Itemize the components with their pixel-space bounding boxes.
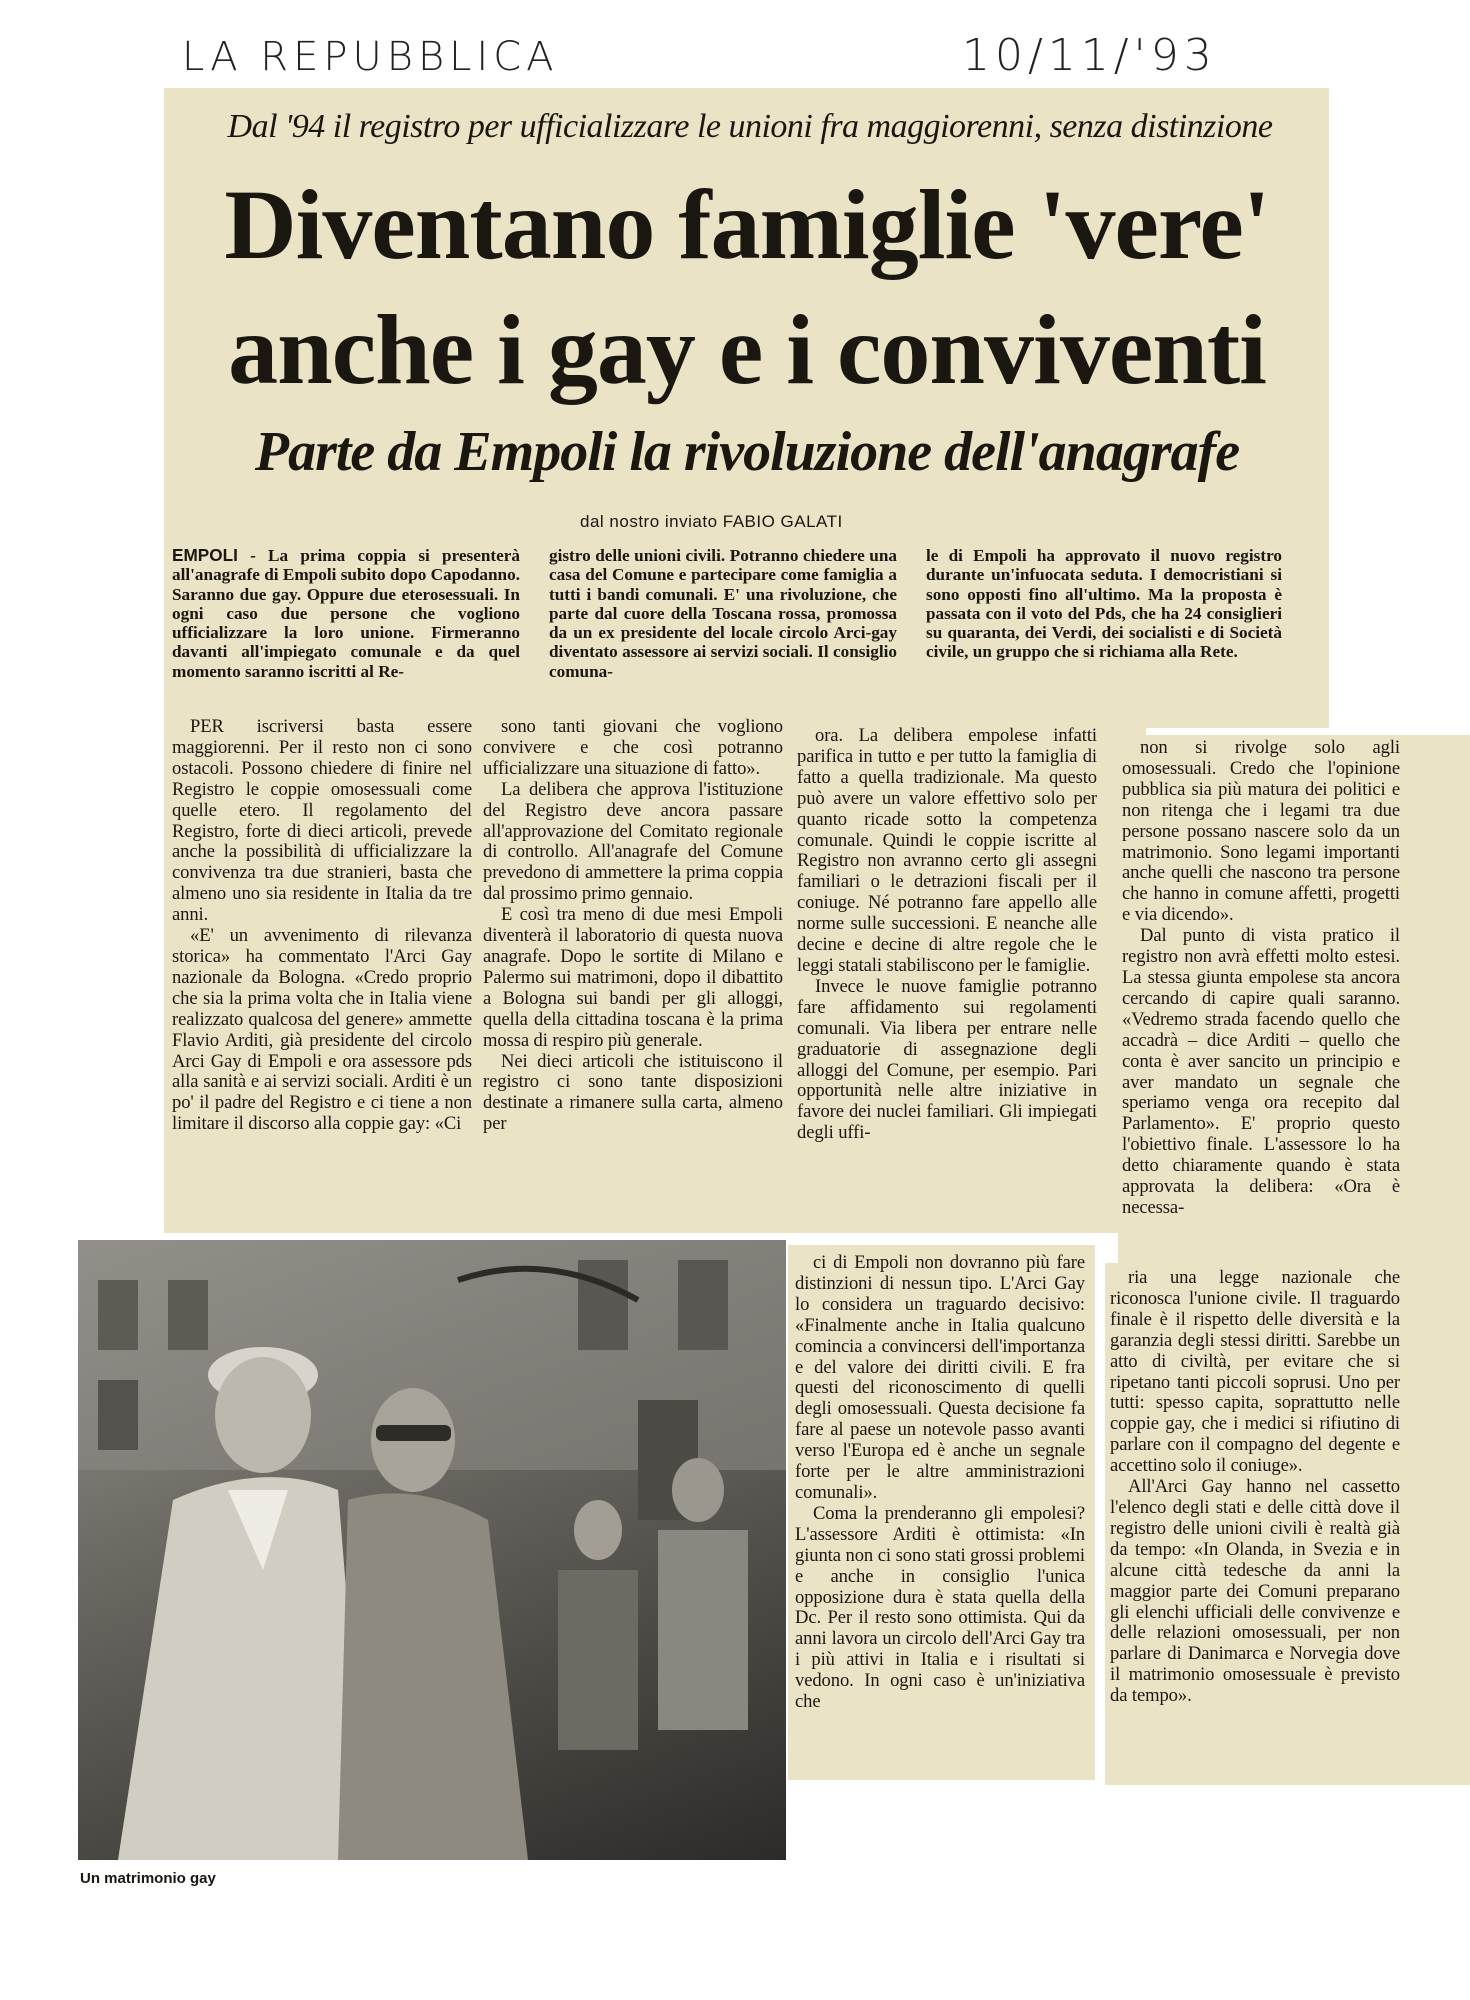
body-column-3	[797, 726, 1097, 1144]
lead-text-3: le di Empoli ha approvato il nuovo registro durante un'infuocata seduta. I democristiani si sono opposti fino all'ultimo. Ma la proposta è passata con il voto del Pds, che ha 24 consiglieri su quaranta, dei Verdi, dei socialisti e di Società civile, un gruppo che si richiama alla Rete.	[926, 546, 1282, 662]
handwritten-source-note: LA REPUBBLICA	[182, 34, 559, 80]
paragraph: Invece le nuove famiglie potranno fare affidamento sui regolamenti comunali. Via libera per entrare nelle graduatorie di assegnazione degli alloggi del Comune, per esempio. Pari opportunità nelle altre iniziative in favore dei nuclei familiari. Gli impiegati degli uffi-	[797, 975, 1097, 1144]
paragraph: «E' un avvenimento di rilevanza storica» ha commentato l'Arci Gay nazionale da Bologna. «Credo proprio che sia la prima volta che in Italia viene realizzato qualcosa del genere» ammette Flavio Arditi, già presidente del circolo Arci Gay di Empoli e ora assessore pds alla sanità e ai servizi sociali. Arditi è un po' il padre del Registro e ci tiene a non limitare il discorso alla coppie gay: «Ci	[172, 925, 472, 1135]
lead-text-1: - La prima coppia si presenterà all'anagrafe di Empoli subito dopo Capodanno. Saranno due gay. Oppure due eterosessuali. In ogni caso due persone che vogliono ufficializzare la loro unione. Firmeranno davanti all'impiegato comunale e da quel momento saranno iscritti al Re-	[172, 546, 520, 681]
paragraph: Coma la prenderanno gli empolesi? L'assessore Arditi è ottimista: «In giunta non ci sono stati grossi problemi e anche in consiglio l'unica opposizione dura è stata quella della Dc. Per il resto sono ottimista. Qui da anni lavora un circolo dell'Arci Gay tra i più attivi in Italia e i risultati si vedono. In ogni caso è un'iniziativa che	[795, 1502, 1085, 1713]
paragraph: Nei dieci articoli che istituiscono il registro ci sono tante disposizioni destinate a rimanere sulla carta, almeno per	[483, 1050, 783, 1135]
paragraph: sono tanti giovani che vogliono convivere e che così potranno ufficializzare una situazione di fatto».	[483, 716, 783, 779]
photo-caption: Un matrimonio gay	[80, 1870, 216, 1887]
body-column-4	[1122, 738, 1400, 1219]
headline-line-1: Diventano famiglie 'vere'	[224, 169, 1270, 280]
paragraph: ria una legge nazionale che riconosca l'unione civile. Il traguardo finale è il rispetto delle diversità e la garanzia degli stessi diritti. Sarebbe un atto di civiltà, per evitare che si ripetano tanti piccoli soprusi. Uno per tutti: spesso capita, soprattutto nelle coppie gay, che i medici si rifiutino di parlare con il compagno del degente e accettino solo il coniuge».	[1110, 1267, 1400, 1477]
body-column-5	[795, 1253, 1085, 1713]
paragraph: Dal punto di vista pratico il registro non avrà effetti molto estesi. La stessa giunta empolese sta ancora cercando di capire quali saranno. «Vedremo strada facendo quello che accadrà – dice Arditi – quello che conta è aver sancito un principio e aver mandato un segnale che speriamo venga ora recepito dal Parlamento». E' proprio questo l'obiettivo finale. L'assessore lo ha detto chiaramente quando è stata approvata la delibera: «Ora è necessa-	[1122, 925, 1400, 1218]
paragraph: La delibera che approva l'istituzione del Registro deve ancora passare all'approvazione del Comitato regionale di controllo. All'anagrafe del Comune prevedono di ammettere la prima coppia dal prossimo primo gennaio.	[483, 778, 783, 905]
paragraph: ci di Empoli non dovranno più fare distinzioni di nessun tipo. L'Arci Gay lo considera un traguardo decisivo: «Finalmente anche in Italia qualcuno comincia a convincersi dell'importanza e del valore dei diritti civili. E fra questi del riconoscimento di quelli degli omosessuali. Questa decisione fa fare al paese un notevole passo avanti verso l'Europa ed è anche un segnale forte per le altre amministrazioni comunali».	[795, 1252, 1085, 1503]
lead-text-2: gistro delle unioni civili. Potranno chiedere una casa del Comune e partecipare come famiglia a tutti i bandi comunali. E' una rivoluzione, che parte dal cuore della Toscana rossa, promossa da un ex presidente del locale circolo Arci-gay diventato assessore ai servizi sociali. Il consiglio comuna-	[549, 546, 897, 681]
paragraph: All'Arci Gay hanno nel cassetto l'elenco degli stati e delle città dove il registro delle unioni civili è realtà già da tempo: «In Olanda, in Svezia e in alcune città tedesche da anni la maggior parte dei Comuni preparano gli elenchi ufficiali delle convivenze e delle relazioni omosessuali, per non parlare di Danimarca e Norvegia dove il matrimonio omosessuale è previsto da tempo».	[1110, 1476, 1400, 1707]
lead-paragraph-col-1	[172, 546, 520, 681]
paragraph: E così tra meno di due mesi Empoli diventerà il laboratorio di questa nuova anagrafe. Dopo le sortite di Milano e Palermo sui matrimoni, dopo il dibattito a Bologna sui bandi per gli alloggi, quella della cittadina toscana è la prima mossa di respiro più generale.	[483, 904, 783, 1051]
handwritten-date-note: 10/11/'93	[962, 30, 1217, 81]
paragraph: non si rivolge solo agli omosessuali. Credo che l'opinione pubblica sia più matura dei politici e non ritenga che i legami tra due persone possano nascere solo da un matrimonio. Sono legami importanti anche quelli che nascono tra persone che hanno in comune affetti, progetti e via dicendo».	[1122, 737, 1400, 926]
article-byline: dal nostro inviato FABIO GALATI	[580, 512, 843, 531]
lead-paragraph-col-3	[926, 546, 1282, 662]
paragraph: ora. La delibera empolese infatti parifica in tutto e per tutto la famiglia di fatto a quella tradizionale. Ma questo può avere un valore effettivo solo per quanto ricade sotto la competenza comunale. Quindi le coppie iscritte al Registro non avranno certo gli assegni familiari o le detrazioni fiscali per il coniuge. Né potranno fare appello alle norme sulle successioni. E neanche alle decine e decine di altre regole che le leggi statali stabiliscono per le famiglie.	[797, 725, 1097, 976]
photo-illustration	[78, 1240, 786, 1860]
dateline-place: EMPOLI	[172, 545, 238, 565]
article-kicker: Dal '94 il registro per ufficializzare le unioni fra maggiorenni, senza distinzione	[227, 108, 1273, 145]
article-photo	[78, 1240, 786, 1860]
paragraph: PER iscriversi basta essere maggiorenni. Per il resto non ci sono ostacoli. Possono chiedere di finire nel Registro le coppie omosessuali come quelle etero. Il regolamento del Registro, forte di dieci articoli, prevede anche la possibilità di ufficializzare la convivenza tra due stranieri, basta che almeno uno sia residente in Italia da tre anni.	[172, 716, 472, 926]
headline-line-2: anche i gay e i conviventi	[228, 294, 1266, 405]
body-column-6	[1110, 1268, 1400, 1707]
article-subheadline: Parte da Empoli la rivoluzione dell'anagrafe	[254, 421, 1240, 483]
body-column-2	[483, 717, 783, 1135]
lead-paragraph-col-2	[549, 546, 897, 681]
body-column-1	[172, 717, 472, 1135]
